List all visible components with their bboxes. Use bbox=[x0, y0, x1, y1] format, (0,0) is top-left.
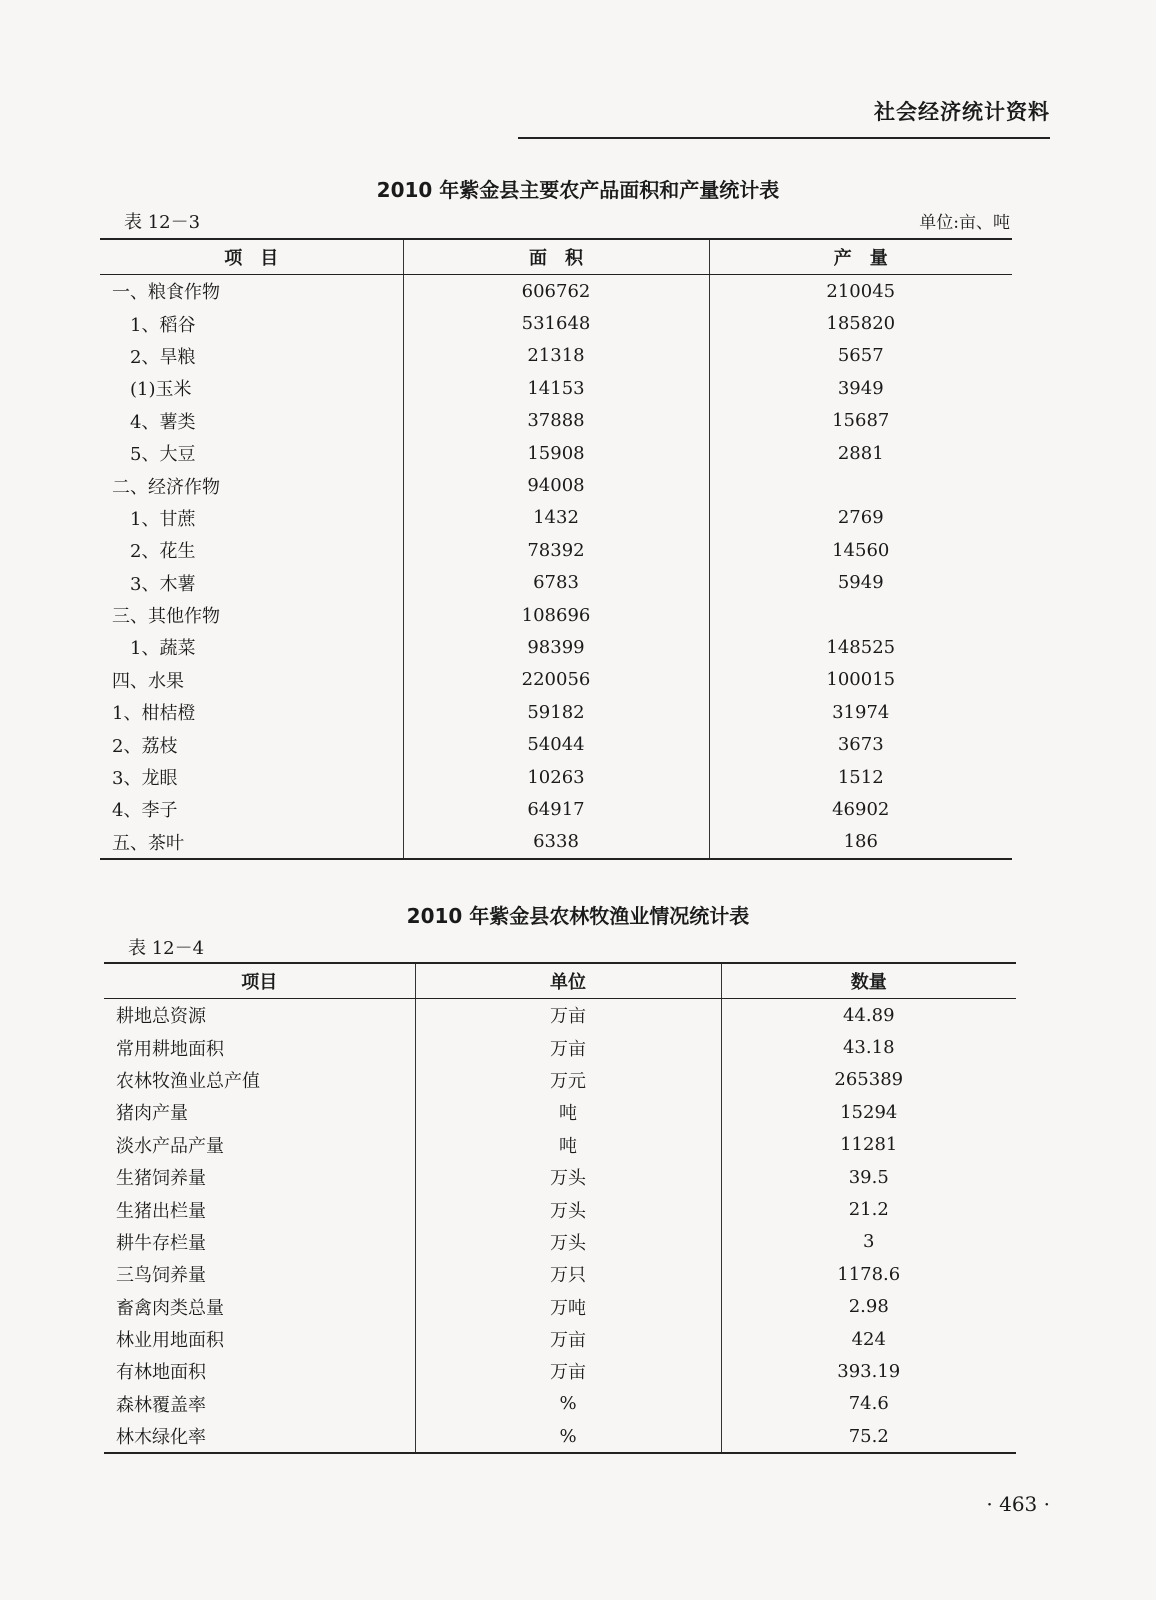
table1-col-item: 项 目 bbox=[100, 239, 403, 275]
table2 bbox=[104, 962, 1016, 1454]
row-output: 186 bbox=[709, 826, 1012, 859]
row-unit: 万头 bbox=[415, 1193, 721, 1225]
row-item: 森林覆盖率 bbox=[116, 1394, 206, 1416]
row-item: 5、大豆 bbox=[130, 444, 196, 466]
row-unit: 万吨 bbox=[415, 1291, 721, 1323]
row-item: 有林地面积 bbox=[116, 1362, 206, 1384]
row-output: 3949 bbox=[709, 372, 1012, 404]
row-item: 4、李子 bbox=[112, 800, 178, 822]
row-unit: 万亩 bbox=[415, 1355, 721, 1387]
row-area: 531648 bbox=[403, 307, 709, 339]
row-qty: 44.89 bbox=[721, 999, 1016, 1032]
row-item: 生猪饲养量 bbox=[116, 1168, 206, 1190]
row-output: 14560 bbox=[709, 534, 1012, 566]
row-area: 15908 bbox=[403, 437, 709, 469]
row-qty: 2.98 bbox=[721, 1291, 1016, 1323]
row-output: 100015 bbox=[709, 664, 1012, 696]
row-output: 5657 bbox=[709, 340, 1012, 372]
row-item: 2、旱粮 bbox=[130, 346, 196, 368]
table-row bbox=[100, 696, 1012, 728]
row-output: 15687 bbox=[709, 405, 1012, 437]
row-item: 二、经济作物 bbox=[112, 476, 220, 498]
row-output: 148525 bbox=[709, 631, 1012, 663]
row-area: 14153 bbox=[403, 372, 709, 404]
table-row bbox=[100, 275, 1012, 308]
row-area: 21318 bbox=[403, 340, 709, 372]
row-item: 淡水产品产量 bbox=[116, 1135, 224, 1157]
row-output: 1512 bbox=[709, 761, 1012, 793]
table-row bbox=[100, 469, 1012, 501]
table-row bbox=[100, 372, 1012, 404]
row-unit: 万亩 bbox=[415, 1031, 721, 1063]
row-output: 210045 bbox=[709, 275, 1012, 308]
running-head-title: 社会经济统计资料 bbox=[874, 100, 1050, 124]
row-area: 606762 bbox=[403, 275, 709, 308]
row-item: 1、蔬菜 bbox=[130, 638, 196, 660]
table-row bbox=[100, 728, 1012, 760]
row-item: 猪肉产量 bbox=[116, 1103, 188, 1125]
table-row bbox=[100, 793, 1012, 825]
row-area: 78392 bbox=[403, 534, 709, 566]
row-item: 林业用地面积 bbox=[116, 1330, 224, 1352]
row-item: 畜禽肉类总量 bbox=[116, 1297, 224, 1319]
row-output: 3673 bbox=[709, 728, 1012, 760]
row-item: 2、花生 bbox=[130, 541, 196, 563]
table-row bbox=[104, 1226, 1016, 1258]
row-item: 耕牛存栏量 bbox=[116, 1232, 206, 1254]
row-output: 46902 bbox=[709, 793, 1012, 825]
row-area: 98399 bbox=[403, 631, 709, 663]
table-row bbox=[100, 307, 1012, 339]
row-output: 185820 bbox=[709, 307, 1012, 339]
row-item: 三鸟饲养量 bbox=[116, 1265, 206, 1287]
row-qty: 75.2 bbox=[721, 1420, 1016, 1453]
table1-number: 表 12－3 bbox=[124, 212, 201, 233]
table-row bbox=[104, 1355, 1016, 1387]
table-row bbox=[100, 534, 1012, 566]
table-row bbox=[104, 1388, 1016, 1420]
table-row bbox=[104, 1193, 1016, 1225]
row-qty: 21.2 bbox=[721, 1193, 1016, 1225]
table-row bbox=[100, 567, 1012, 599]
table2-header-row bbox=[104, 963, 1016, 999]
row-unit: 万只 bbox=[415, 1258, 721, 1290]
table1-title: 2010 年紫金县主要农产品面积和产量统计表 bbox=[376, 178, 780, 202]
row-item: 3、木薯 bbox=[130, 573, 196, 595]
table-row bbox=[100, 761, 1012, 793]
row-area: 108696 bbox=[403, 599, 709, 631]
row-qty: 11281 bbox=[721, 1129, 1016, 1161]
table-row bbox=[100, 340, 1012, 372]
table-row bbox=[100, 502, 1012, 534]
table1-col-output: 产 量 bbox=[709, 239, 1012, 275]
row-unit: % bbox=[415, 1388, 721, 1420]
row-item: 耕地总资源 bbox=[116, 1006, 206, 1028]
row-area: 64917 bbox=[403, 793, 709, 825]
table-row bbox=[104, 999, 1016, 1032]
row-area: 1432 bbox=[403, 502, 709, 534]
table2-title: 2010 年紫金县农林牧渔业情况统计表 bbox=[406, 904, 750, 928]
row-output: 31974 bbox=[709, 696, 1012, 728]
row-item: 3、龙眼 bbox=[112, 768, 178, 790]
row-unit: 吨 bbox=[415, 1096, 721, 1128]
row-qty: 15294 bbox=[721, 1096, 1016, 1128]
row-output: 5949 bbox=[709, 567, 1012, 599]
row-item: 一、粮食作物 bbox=[112, 282, 220, 304]
row-area: 10263 bbox=[403, 761, 709, 793]
row-item: 4、薯类 bbox=[130, 411, 196, 433]
row-qty: 1178.6 bbox=[721, 1258, 1016, 1290]
row-item: (1)玉米 bbox=[130, 379, 192, 401]
table1 bbox=[100, 238, 1012, 860]
row-item: 生猪出栏量 bbox=[116, 1200, 206, 1222]
row-unit: 万头 bbox=[415, 1161, 721, 1193]
row-unit: 吨 bbox=[415, 1129, 721, 1161]
row-unit: 万头 bbox=[415, 1226, 721, 1258]
row-qty: 74.6 bbox=[721, 1388, 1016, 1420]
row-item: 1、稻谷 bbox=[130, 314, 196, 336]
table2-col-unit: 单位 bbox=[415, 963, 721, 999]
table-row bbox=[100, 664, 1012, 696]
row-item: 1、甘蔗 bbox=[130, 508, 196, 530]
row-output bbox=[709, 469, 1012, 501]
row-output: 2769 bbox=[709, 502, 1012, 534]
row-area: 6338 bbox=[403, 826, 709, 859]
row-area: 37888 bbox=[403, 405, 709, 437]
table-row bbox=[100, 599, 1012, 631]
row-item: 五、茶叶 bbox=[112, 832, 184, 854]
row-qty: 43.18 bbox=[721, 1031, 1016, 1063]
row-unit: 万元 bbox=[415, 1064, 721, 1096]
row-output: 2881 bbox=[709, 437, 1012, 469]
row-qty: 3 bbox=[721, 1226, 1016, 1258]
table-row bbox=[104, 1258, 1016, 1290]
page-number: · 463 · bbox=[986, 1492, 1050, 1516]
row-unit: 万亩 bbox=[415, 999, 721, 1032]
table-row bbox=[104, 1031, 1016, 1063]
row-item: 三、其他作物 bbox=[112, 606, 220, 628]
running-head-rule bbox=[518, 137, 1050, 139]
table2-number: 表 12－4 bbox=[128, 938, 205, 959]
row-item: 常用耕地面积 bbox=[116, 1038, 224, 1060]
row-qty: 393.19 bbox=[721, 1355, 1016, 1387]
table-row bbox=[104, 1129, 1016, 1161]
row-area: 54044 bbox=[403, 728, 709, 760]
row-qty: 424 bbox=[721, 1323, 1016, 1355]
table1-unit: 单位:亩、吨 bbox=[919, 213, 1010, 233]
table-row bbox=[100, 826, 1012, 859]
row-qty: 265389 bbox=[721, 1064, 1016, 1096]
table-row bbox=[104, 1323, 1016, 1355]
row-item: 2、荔枝 bbox=[112, 735, 178, 757]
row-area: 59182 bbox=[403, 696, 709, 728]
table-row bbox=[104, 1420, 1016, 1453]
row-unit: % bbox=[415, 1420, 721, 1453]
table-row bbox=[100, 405, 1012, 437]
row-area: 94008 bbox=[403, 469, 709, 501]
table1-header-row bbox=[100, 239, 1012, 275]
row-area: 6783 bbox=[403, 567, 709, 599]
row-item: 林木绿化率 bbox=[116, 1427, 206, 1449]
row-qty: 39.5 bbox=[721, 1161, 1016, 1193]
table2-col-qty: 数量 bbox=[721, 963, 1016, 999]
row-area: 220056 bbox=[403, 664, 709, 696]
row-output bbox=[709, 599, 1012, 631]
table-row bbox=[104, 1291, 1016, 1323]
row-item: 四、水果 bbox=[112, 670, 184, 692]
table-row bbox=[100, 437, 1012, 469]
table-row bbox=[104, 1161, 1016, 1193]
table1-col-area: 面 积 bbox=[403, 239, 709, 275]
table-row bbox=[104, 1096, 1016, 1128]
row-item: 农林牧渔业总产值 bbox=[116, 1070, 260, 1092]
table-row bbox=[104, 1064, 1016, 1096]
table-row bbox=[100, 631, 1012, 663]
row-item: 1、柑桔橙 bbox=[112, 703, 196, 725]
table2-col-item: 项目 bbox=[104, 963, 415, 999]
row-unit: 万亩 bbox=[415, 1323, 721, 1355]
